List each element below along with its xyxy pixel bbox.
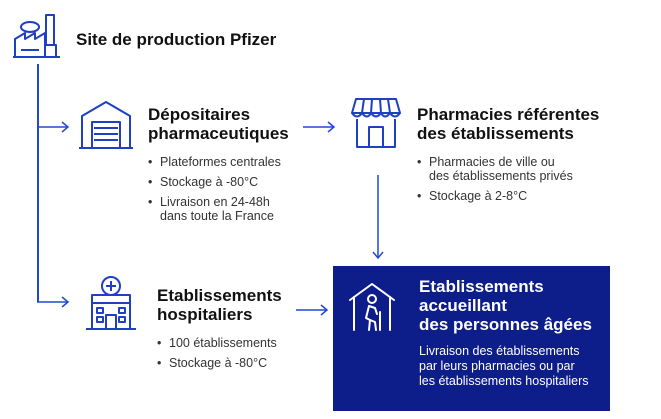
hospitaliers-block <box>157 286 282 376</box>
bullet-item: • Livraison en 24-48h dans toute la France <box>148 195 289 223</box>
depositaires-bullets <box>148 155 289 223</box>
depositaires-block <box>148 105 289 229</box>
hospitaliers-title-2: hospitaliers <box>157 305 253 324</box>
bullet-item: • Plateformes centrales <box>148 155 289 169</box>
pharmacies-bullets <box>417 155 599 203</box>
bullet-item: • Stockage à -80°C <box>157 356 282 370</box>
arrow-to-accueillant <box>372 175 384 261</box>
arrow-to-hospitaliers <box>37 296 71 308</box>
accueillant-title-1: Etablissements <box>419 277 544 296</box>
site-title: Site de production Pfizer <box>76 30 277 49</box>
hospitaliers-bullets <box>157 336 282 370</box>
bullet-item: • Stockage à 2-8°C <box>417 189 599 203</box>
bullet-item: • Stockage à -80°C <box>148 175 289 189</box>
arrow-to-pharmacies <box>303 121 337 133</box>
connector-vertical <box>37 64 39 302</box>
elderly-home-icon <box>347 280 397 334</box>
depositaires-title-1: Dépositaires <box>148 105 251 124</box>
pharmacies-block <box>417 105 599 209</box>
accueillant-title-3: des personnes âgées <box>419 315 592 334</box>
depositaires-title-2: pharmaceutiques <box>148 124 289 143</box>
hospital-icon <box>84 275 138 333</box>
shop-icon <box>348 95 404 151</box>
warehouse-icon <box>78 98 134 152</box>
accueillant-title-2: accueillant <box>419 296 507 315</box>
arrow-to-depositaires <box>37 121 71 133</box>
bullet-item: • 100 établissements <box>157 336 282 350</box>
accueillant-description: Livraison des établissements par leurs pharmacies ou par les établissements hospitaliers <box>419 344 589 388</box>
pharmacies-title-1: Pharmacies référentes <box>417 105 600 124</box>
pharmacies-title-2: des établissements <box>417 124 574 143</box>
factory-icon <box>12 13 64 63</box>
arrow-hospitaliers-to-accueillant <box>296 304 330 316</box>
bullet-item: • Pharmacies de ville ou des établissements privés <box>417 155 599 183</box>
accueillant-box <box>333 266 610 411</box>
hospitaliers-title-1: Etablissements <box>157 286 282 305</box>
accueillant-text-block <box>419 277 607 389</box>
